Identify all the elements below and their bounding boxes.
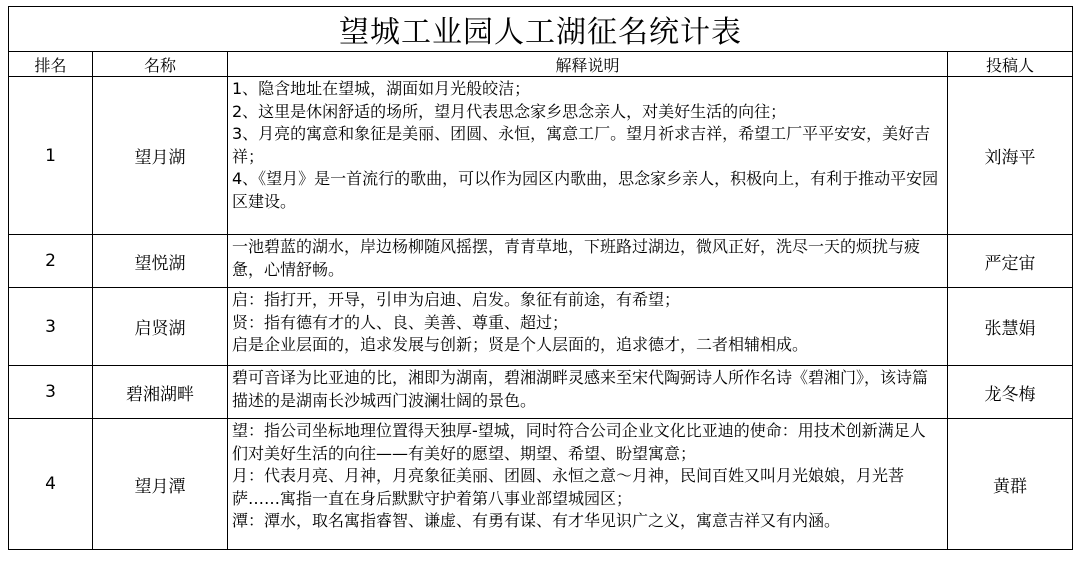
description-cell [228,288,948,366]
submitter-cell: 张慧娟 [948,288,1073,366]
description-line: 启：指打开，开导，引申为启迪、启发。象征有前途，有希望； [232,290,681,309]
name-cell: 望悦湖 [93,235,228,288]
naming-table-sheet [8,6,1072,550]
rank-cell: 2 [9,235,93,288]
description-line: 碧可音译为比亚迪的比，湘即为湖南，碧湘湖畔灵感来至宋代陶弼诗人所作名诗《碧湘门》，该诗篇描述的是湖南长沙城西门波澜壮阔的景色。 [232,368,929,410]
description-cell [228,77,948,235]
title-row [9,7,1073,52]
description-cell [228,235,948,288]
header-name: 名称 [93,52,228,77]
description-line: 望：指公司坐标地理位置得天独厚-望城，同时符合公司企业文化比亚迪的使命：用技术创新满足人们对美好生活的向往——有美好的愿望、期望、希望、盼望寓意； [232,421,926,463]
submitter-cell: 龙冬梅 [948,366,1073,419]
description-line: 启是企业层面的，追求发展与创新；贤是个人层面的，追求德才，二者相辅相成。 [232,335,809,354]
header-description: 解释说明 [228,52,948,77]
description-cell [228,419,948,550]
table-row [9,419,1073,550]
header-submitter: 投稿人 [948,52,1073,77]
rank-cell: 3 [9,366,93,419]
description-line: 贤：指有德有才的人、良、美善、尊重、超过； [232,312,569,332]
table-row [9,77,1073,235]
name-cell: 望月湖 [93,77,228,235]
submitter-cell: 黄群 [948,419,1073,550]
naming-statistics-table [8,6,1073,550]
rank-cell: 3 [9,288,93,366]
description-line: 1、隐含地址在望城，湖面如月光般皎洁； [232,79,531,98]
table-title: 望城工业园人工湖征名统计表 [9,7,1073,52]
table-row [9,235,1073,288]
description-cell [228,366,948,419]
name-cell: 启贤湖 [93,288,228,366]
name-cell: 碧湘湖畔 [93,366,228,419]
name-cell: 望月潭 [93,419,228,550]
description-line: 潭：潭水，取名寓指睿智、谦虚、有勇有谋、有才华见识广之义，寓意吉祥又有内涵。 [232,511,841,530]
description-line: 3、月亮的寓意和象征是美丽、团圆、永恒，寓意工厂。望月祈求吉祥，希望工厂平平安安，美好吉祥； [232,124,931,166]
submitter-cell: 刘海平 [948,77,1073,235]
table-row [9,288,1073,366]
description-line: 月：代表月亮、月神，月亮象征美丽、团圆、永恒之意～月神，民间百姓又叫月光娘娘，月光菩萨……寓指一直在身后默默守护着第八事业部望城园区； [232,466,905,508]
rank-cell: 4 [9,419,93,550]
description-line: 2、这里是休闲舒适的场所，望月代表思念家乡思念亲人，对美好生活的向往； [232,101,787,121]
submitter-cell: 严定宙 [948,235,1073,288]
table-row [9,366,1073,419]
description-line: 4、《望月》是一首流行的歌曲，可以作为园区内歌曲，思念家乡亲人，积极向上，有利于推动平安园区建设。 [232,169,939,211]
description-line: 一池碧蓝的湖水，岸边杨柳随风摇摆，青青草地，下班路过湖边，微风正好，洗尽一天的烦扰与疲惫，心情舒畅。 [232,237,921,279]
header-rank: 排名 [9,52,93,77]
header-row [9,52,1073,77]
rank-cell: 1 [9,77,93,235]
